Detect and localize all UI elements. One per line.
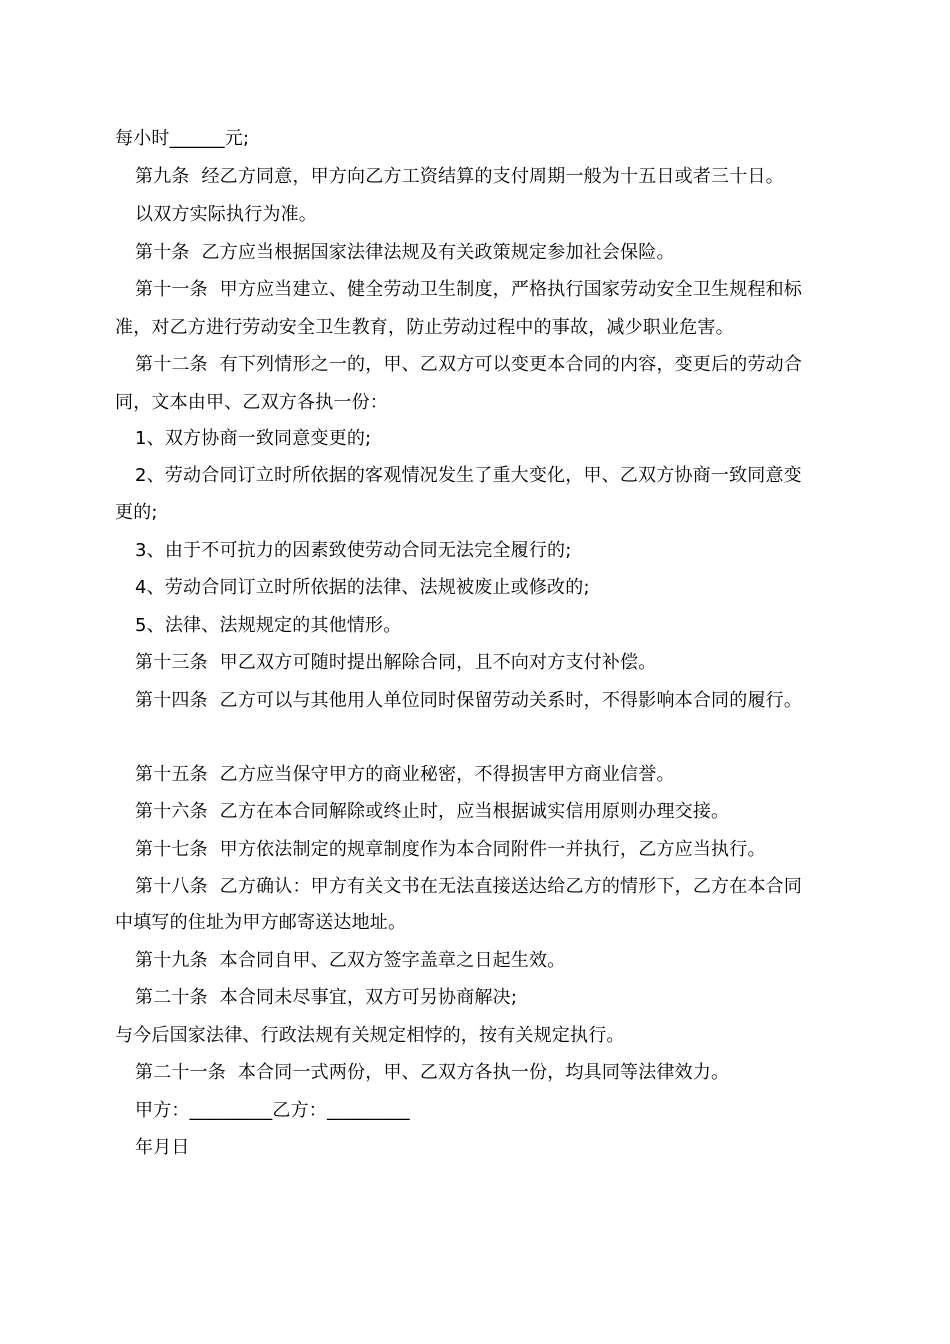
text-line-article-14: 第十四条 乙方可以与其他用人单位同时保留劳动关系时，不得影响本合同的履行。 [135, 690, 803, 711]
list-item-3: 3、由于不可抗力的因素致使劳动合同无法完全履行的; [135, 540, 572, 561]
list-item-2-cont: 更的; [115, 502, 158, 523]
text-line-article-15: 第十五条 乙方应当保守甲方的商业秘密，不得损害甲方商业信誉。 [135, 764, 675, 785]
text-line-article-17: 第十七条 甲方依法制定的规章制度作为本合同附件一并执行，乙方应当执行。 [135, 839, 766, 860]
text-line-article-12-cont: 同，文本由甲、乙双方各执一份： [115, 392, 388, 413]
text-line-article-18: 第十八条 乙方确认：甲方有关文书在无法直接送达给乙方的情形下，乙方在本合同 [135, 876, 803, 897]
text-line-article-19: 第十九条 本合同自甲、乙双方签字盖章之日起生效。 [135, 950, 566, 971]
text-line-article-9: 第九条 经乙方同意，甲方向乙方工资结算的支付周期一般为十五日或者三十日。 [135, 166, 784, 187]
text-line-article-9-cont: 以双方实际执行为准。 [135, 204, 317, 225]
text-line-article-20: 第二十条 本合同未尽事宜，双方可另协商解决; [135, 987, 518, 1008]
text-line-article-11-cont: 准，对乙方进行劳动安全卫生教育，防止劳动过程中的事故，减少职业危害。 [115, 317, 734, 338]
text-line-article-13: 第十三条 甲乙双方可随时提出解除合同，且不向对方支付补偿。 [135, 652, 657, 673]
list-item-4: 4、劳动合同订立时所依据的法律、法规被废止或修改的; [135, 577, 590, 598]
text-line-article-12: 第十二条 有下列情形之一的，甲、乙双方可以变更本合同的内容，变更后的劳动合 [135, 354, 803, 375]
text-line-hourly-wage: 每小时______元; [115, 128, 250, 149]
list-item-5: 5、法律、法规规定的其他情形。 [135, 615, 402, 636]
text-line-article-20-cont: 与今后国家法律、行政法规有关规定相悖的，按有关规定执行。 [115, 1025, 625, 1046]
text-line-article-10: 第十条 乙方应当根据国家法律法规及有关政策规定参加社会保险。 [135, 242, 675, 263]
text-line-article-18-cont: 中填写的住址为甲方邮寄送达地址。 [115, 912, 407, 933]
list-item-1: 1、双方协商一致同意变更的; [135, 428, 372, 449]
text-line-article-21: 第二十一条 本合同一式两份，甲、乙双方各执一份，均具同等法律效力。 [135, 1062, 730, 1083]
list-item-2: 2、劳动合同订立时所依据的客观情况发生了重大变化，甲、乙双方协商一致同意变 [135, 465, 802, 486]
text-line-article-11: 第十一条 甲方应当建立、健全劳动卫生制度，严格执行国家劳动安全卫生规程和标 [135, 279, 803, 300]
date-line: 年月日 [135, 1137, 190, 1158]
signature-line: 甲方：_________乙方：_________ [135, 1100, 410, 1121]
text-line-article-16: 第十六条 乙方在本合同解除或终止时，应当根据诚实信用原则办理交接。 [135, 801, 730, 822]
